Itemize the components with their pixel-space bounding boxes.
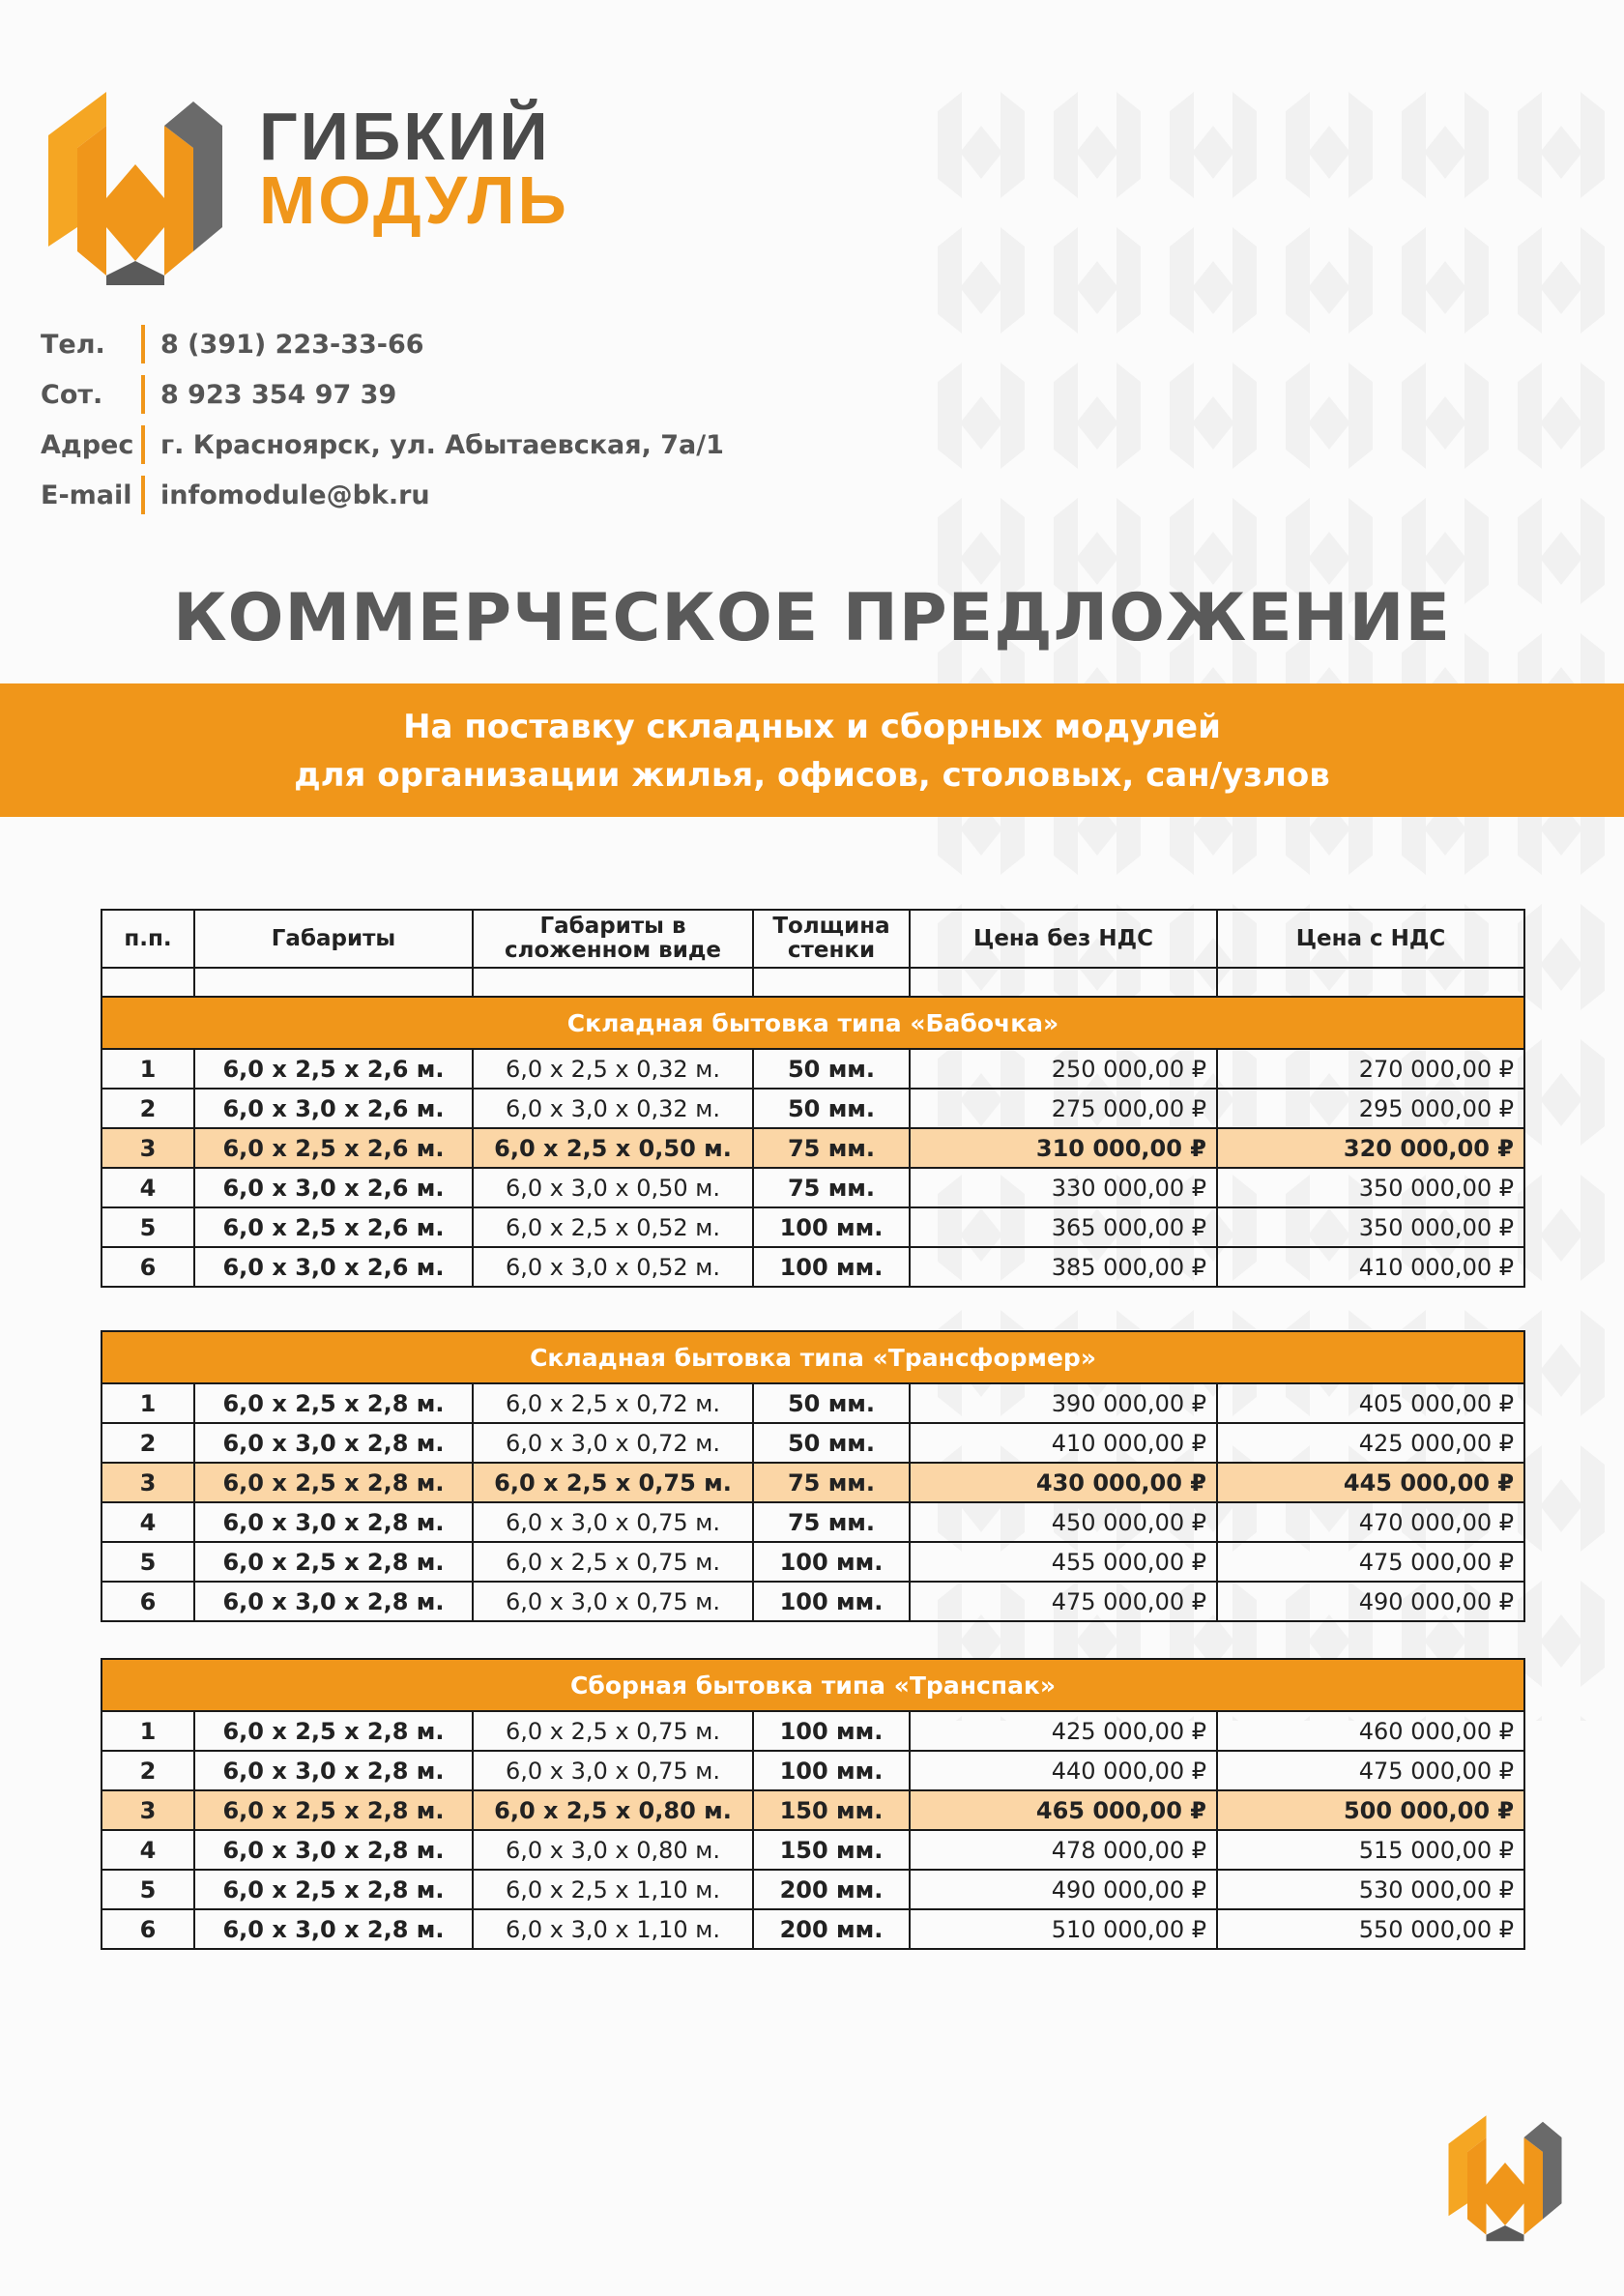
cell-folded: 6,0 х 3,0 х 0,50 м. [473, 1168, 753, 1207]
cell-num: 2 [102, 1423, 194, 1463]
footer-logo-icon [1442, 2107, 1568, 2243]
cell-dims: 6,0 х 2,5 х 2,8 м. [194, 1383, 473, 1423]
cell-price-no-vat: 510 000,00 ₽ [910, 1909, 1217, 1949]
cell-num: 5 [102, 1207, 194, 1247]
header-num: п.п. [102, 910, 194, 968]
cell-num: 4 [102, 1830, 194, 1870]
cell-wall: 200 мм. [753, 1909, 910, 1949]
section-title: Сборная бытовка типа «Транспак» [102, 1659, 1524, 1711]
cell-price-vat: 475 000,00 ₽ [1217, 1751, 1524, 1790]
brand-name [259, 99, 569, 238]
page-title: КОММЕРЧЕСКОЕ ПРЕДЛОЖЕНИЕ [173, 580, 1451, 656]
cell-price-vat: 270 000,00 ₽ [1217, 1049, 1524, 1089]
cell-dims: 6,0 х 3,0 х 2,8 м. [194, 1830, 473, 1870]
cell-dims: 6,0 х 2,5 х 2,8 м. [194, 1870, 473, 1909]
cell-folded: 6,0 х 3,0 х 1,10 м. [473, 1909, 753, 1949]
cell-folded: 6,0 х 2,5 х 0,32 м. [473, 1049, 753, 1089]
cell-dims: 6,0 х 3,0 х 2,6 м. [194, 1089, 473, 1128]
cell-dims: 6,0 х 2,5 х 2,8 м. [194, 1711, 473, 1751]
contact-value[interactable]: 8 (391) 223-33-66 [160, 329, 424, 360]
cell-folded: 6,0 х 2,5 х 0,75 м. [473, 1542, 753, 1582]
cell-dims: 6,0 х 3,0 х 2,8 м. [194, 1751, 473, 1790]
cell-price-vat: 405 000,00 ₽ [1217, 1383, 1524, 1423]
cell-folded: 6,0 х 2,5 х 0,50 м. [473, 1128, 753, 1168]
company-logo-icon [39, 82, 232, 285]
cell-wall: 75 мм. [753, 1168, 910, 1207]
table-spacer-row [102, 968, 1524, 997]
table-row [102, 1128, 1524, 1168]
cell-price-vat: 445 000,00 ₽ [1217, 1463, 1524, 1502]
table-row [102, 1870, 1524, 1909]
cell-num: 3 [102, 1128, 194, 1168]
cell-num: 1 [102, 1383, 194, 1423]
table-row [102, 1168, 1524, 1207]
price-table [101, 1330, 1525, 1622]
cell-dims: 6,0 х 2,5 х 2,8 м. [194, 1542, 473, 1582]
header-price-vat: Цена с НДС [1217, 910, 1524, 968]
cell-folded: 6,0 х 2,5 х 1,10 м. [473, 1870, 753, 1909]
cell-folded: 6,0 х 2,5 х 0,52 м. [473, 1207, 753, 1247]
section-header-row [102, 997, 1524, 1049]
table-row [102, 1790, 1524, 1830]
table-row [102, 1207, 1524, 1247]
cell-price-no-vat: 275 000,00 ₽ [910, 1089, 1217, 1128]
contacts-block [41, 319, 724, 520]
cell-wall: 75 мм. [753, 1128, 910, 1168]
cell-price-no-vat: 310 000,00 ₽ [910, 1128, 1217, 1168]
cell-price-vat: 550 000,00 ₽ [1217, 1909, 1524, 1949]
empty-cell [910, 968, 1217, 997]
contact-label: Тел. [41, 329, 105, 360]
cell-dims: 6,0 х 2,5 х 2,6 м. [194, 1049, 473, 1089]
cell-dims: 6,0 х 2,5 х 2,8 м. [194, 1790, 473, 1830]
table-row [102, 1423, 1524, 1463]
header-wall: Толщина стенки [753, 910, 910, 968]
cell-num: 6 [102, 1582, 194, 1621]
cell-price-vat: 350 000,00 ₽ [1217, 1168, 1524, 1207]
empty-cell [102, 968, 194, 997]
section-title: Складная бытовка типа «Бабочка» [102, 997, 1524, 1049]
cell-num: 1 [102, 1049, 194, 1089]
contact-phone [41, 319, 724, 369]
cell-price-no-vat: 425 000,00 ₽ [910, 1711, 1217, 1751]
section-header-row [102, 1659, 1524, 1711]
cell-num: 3 [102, 1790, 194, 1830]
cell-num: 3 [102, 1463, 194, 1502]
table-row [102, 1089, 1524, 1128]
contact-value[interactable]: 8 923 354 97 39 [160, 379, 397, 410]
table-row [102, 1582, 1524, 1621]
cell-price-no-vat: 385 000,00 ₽ [910, 1247, 1217, 1287]
cell-folded: 6,0 х 2,5 х 0,75 м. [473, 1463, 753, 1502]
cell-wall: 50 мм. [753, 1049, 910, 1089]
subtitle-line-1: На поставку складных и сборных модулей [403, 708, 1221, 746]
cell-dims: 6,0 х 3,0 х 2,6 м. [194, 1247, 473, 1287]
subtitle-band [0, 683, 1624, 817]
contact-value[interactable]: infomodule@bk.ru [160, 480, 430, 510]
contact-mobile [41, 369, 724, 420]
cell-folded: 6,0 х 2,5 х 0,75 м. [473, 1711, 753, 1751]
table-row [102, 1247, 1524, 1287]
cell-folded: 6,0 х 3,0 х 0,52 м. [473, 1247, 753, 1287]
cell-num: 5 [102, 1542, 194, 1582]
cell-price-vat: 475 000,00 ₽ [1217, 1542, 1524, 1582]
cell-price-vat: 460 000,00 ₽ [1217, 1711, 1524, 1751]
cell-wall: 150 мм. [753, 1790, 910, 1830]
table-row [102, 1383, 1524, 1423]
cell-price-no-vat: 365 000,00 ₽ [910, 1207, 1217, 1247]
cell-price-vat: 470 000,00 ₽ [1217, 1502, 1524, 1542]
table-header-row [102, 910, 1524, 968]
contact-label: Сот. [41, 379, 103, 410]
cell-folded: 6,0 х 3,0 х 0,32 м. [473, 1089, 753, 1128]
cell-dims: 6,0 х 3,0 х 2,8 м. [194, 1502, 473, 1542]
cell-wall: 75 мм. [753, 1463, 910, 1502]
cell-folded: 6,0 х 3,0 х 0,75 м. [473, 1502, 753, 1542]
cell-dims: 6,0 х 2,5 х 2,8 м. [194, 1463, 473, 1502]
cell-price-no-vat: 455 000,00 ₽ [910, 1542, 1217, 1582]
table-row [102, 1542, 1524, 1582]
cell-wall: 200 мм. [753, 1870, 910, 1909]
cell-price-no-vat: 490 000,00 ₽ [910, 1870, 1217, 1909]
cell-num: 2 [102, 1751, 194, 1790]
cell-folded: 6,0 х 3,0 х 0,80 м. [473, 1830, 753, 1870]
contact-divider [141, 375, 145, 414]
cell-folded: 6,0 х 2,5 х 0,80 м. [473, 1790, 753, 1830]
empty-cell [753, 968, 910, 997]
table-row [102, 1909, 1524, 1949]
header-dims: Габариты [194, 910, 473, 968]
cell-price-no-vat: 478 000,00 ₽ [910, 1830, 1217, 1870]
contact-address [41, 420, 724, 470]
cell-dims: 6,0 х 3,0 х 2,8 м. [194, 1909, 473, 1949]
subtitle-line-2: для организации жилья, офисов, столовых, сан/узлов [294, 756, 1330, 795]
cell-price-no-vat: 440 000,00 ₽ [910, 1751, 1217, 1790]
cell-price-vat: 515 000,00 ₽ [1217, 1830, 1524, 1870]
contact-label: Адрес [41, 429, 134, 460]
cell-price-vat: 530 000,00 ₽ [1217, 1870, 1524, 1909]
cell-wall: 75 мм. [753, 1502, 910, 1542]
cell-dims: 6,0 х 2,5 х 2,6 м. [194, 1207, 473, 1247]
cell-price-vat: 500 000,00 ₽ [1217, 1790, 1524, 1830]
cell-price-no-vat: 330 000,00 ₽ [910, 1168, 1217, 1207]
brand-line-1: ГИБКИЙ [259, 99, 551, 174]
cell-wall: 100 мм. [753, 1582, 910, 1621]
contact-label: E-mail [41, 480, 132, 510]
contact-divider [141, 425, 145, 464]
table-row [102, 1463, 1524, 1502]
contact-divider [141, 325, 145, 363]
empty-cell [1217, 968, 1524, 997]
cell-price-no-vat: 250 000,00 ₽ [910, 1049, 1217, 1089]
table-row [102, 1502, 1524, 1542]
cell-wall: 100 мм. [753, 1751, 910, 1790]
table-row [102, 1830, 1524, 1870]
contact-email [41, 470, 724, 520]
cell-price-no-vat: 430 000,00 ₽ [910, 1463, 1217, 1502]
header-price-no-vat: Цена без НДС [910, 910, 1217, 968]
section-header-row [102, 1331, 1524, 1383]
price-table [101, 1658, 1525, 1950]
cell-price-no-vat: 465 000,00 ₽ [910, 1790, 1217, 1830]
cell-folded: 6,0 х 3,0 х 0,75 м. [473, 1582, 753, 1621]
cell-dims: 6,0 х 3,0 х 2,8 м. [194, 1423, 473, 1463]
table-row [102, 1711, 1524, 1751]
table-row [102, 1751, 1524, 1790]
cell-num: 4 [102, 1168, 194, 1207]
contact-value: г. Красноярск, ул. Абытаевская, 7а/1 [160, 429, 724, 460]
cell-wall: 100 мм. [753, 1207, 910, 1247]
cell-price-vat: 350 000,00 ₽ [1217, 1207, 1524, 1247]
cell-price-no-vat: 410 000,00 ₽ [910, 1423, 1217, 1463]
cell-dims: 6,0 х 3,0 х 2,6 м. [194, 1168, 473, 1207]
price-table [101, 909, 1525, 1288]
cell-wall: 50 мм. [753, 1383, 910, 1423]
cell-wall: 100 мм. [753, 1542, 910, 1582]
cell-dims: 6,0 х 2,5 х 2,6 м. [194, 1128, 473, 1168]
cell-num: 1 [102, 1711, 194, 1751]
table-row [102, 1049, 1524, 1089]
cell-num: 4 [102, 1502, 194, 1542]
cell-price-no-vat: 450 000,00 ₽ [910, 1502, 1217, 1542]
cell-wall: 50 мм. [753, 1423, 910, 1463]
cell-price-vat: 425 000,00 ₽ [1217, 1423, 1524, 1463]
header-folded: Габариты в сложенном виде [473, 910, 753, 968]
cell-folded: 6,0 х 3,0 х 0,75 м. [473, 1751, 753, 1790]
cell-num: 6 [102, 1247, 194, 1287]
empty-cell [473, 968, 753, 997]
cell-price-no-vat: 475 000,00 ₽ [910, 1582, 1217, 1621]
cell-wall: 150 мм. [753, 1830, 910, 1870]
cell-wall: 100 мм. [753, 1711, 910, 1751]
cell-num: 5 [102, 1870, 194, 1909]
brand-line-2: МОДУЛЬ [259, 162, 569, 238]
empty-cell [194, 968, 473, 997]
cell-wall: 50 мм. [753, 1089, 910, 1128]
cell-num: 6 [102, 1909, 194, 1949]
cell-price-no-vat: 390 000,00 ₽ [910, 1383, 1217, 1423]
cell-folded: 6,0 х 3,0 х 0,72 м. [473, 1423, 753, 1463]
cell-price-vat: 320 000,00 ₽ [1217, 1128, 1524, 1168]
cell-price-vat: 410 000,00 ₽ [1217, 1247, 1524, 1287]
section-title: Складная бытовка типа «Трансформер» [102, 1331, 1524, 1383]
cell-price-vat: 295 000,00 ₽ [1217, 1089, 1524, 1128]
cell-num: 2 [102, 1089, 194, 1128]
cell-price-vat: 490 000,00 ₽ [1217, 1582, 1524, 1621]
cell-folded: 6,0 х 2,5 х 0,72 м. [473, 1383, 753, 1423]
cell-dims: 6,0 х 3,0 х 2,8 м. [194, 1582, 473, 1621]
cell-wall: 100 мм. [753, 1247, 910, 1287]
contact-divider [141, 476, 145, 514]
